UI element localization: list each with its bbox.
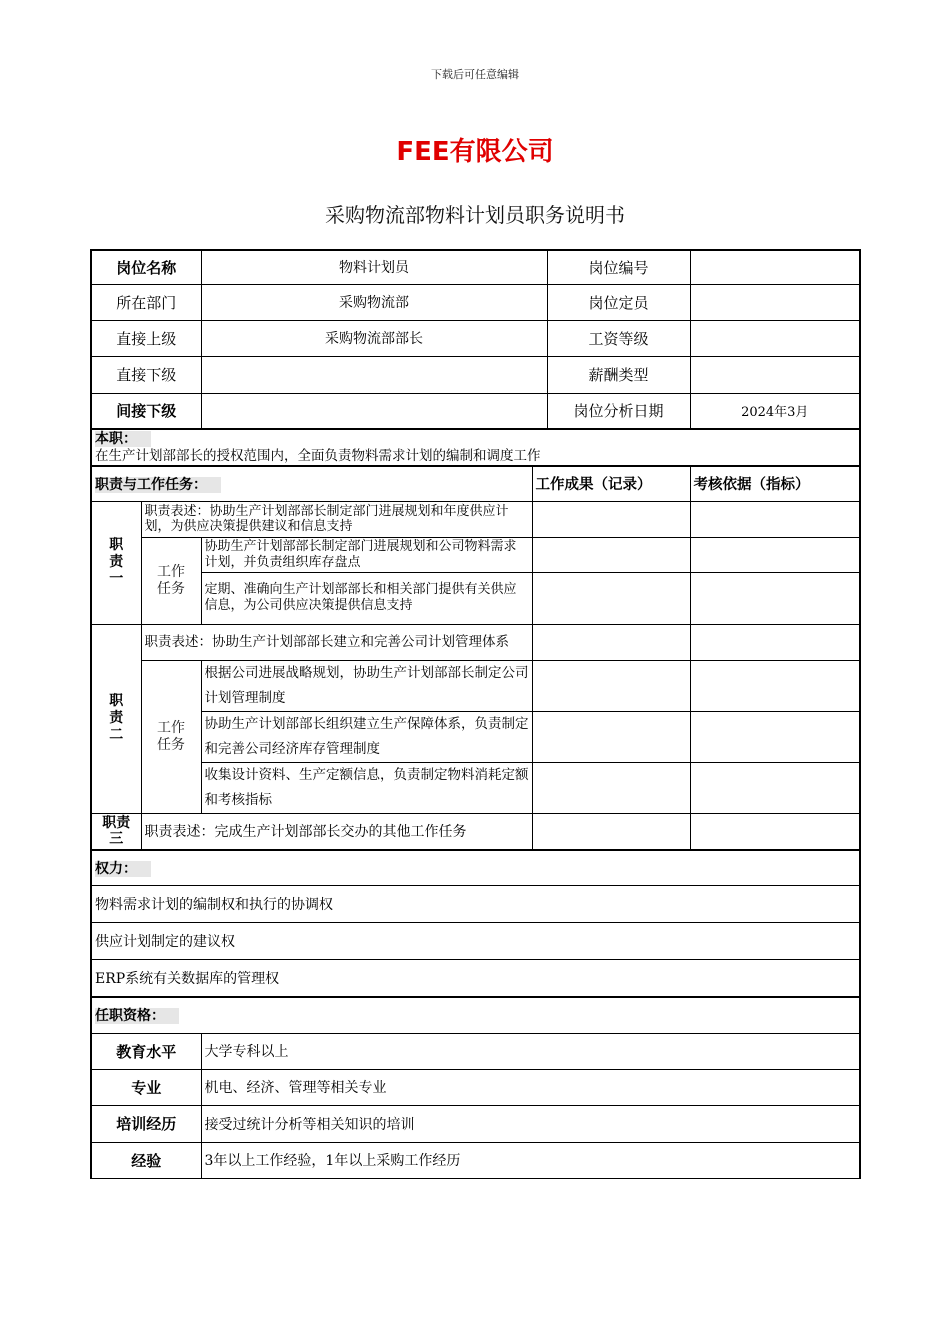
duty2-kpi — [690, 624, 860, 660]
position-no-value — [690, 250, 860, 284]
duty3-statement: 职责表述：完成生产计划部部长交办的其他工作任务 — [141, 813, 532, 850]
position-no-label: 岗位编号 — [547, 250, 690, 284]
row-position-name — [91, 250, 860, 284]
row-experience — [91, 1142, 860, 1178]
duty1-statement-row — [91, 501, 860, 537]
pay-type-value — [690, 356, 860, 393]
department-label: 所在部门 — [91, 284, 201, 320]
company-name: FEE有限公司 — [396, 137, 554, 167]
duty1-task-label: 工作任务 — [141, 537, 201, 624]
duty2-statement: 职责表述：协助生产计划部部长建立和完善公司计划管理体系 — [141, 624, 532, 660]
pay-type-label: 薪酬类型 — [547, 356, 690, 393]
duty2-result — [532, 624, 690, 660]
indirect-subordinate-label: 间接下级 — [91, 393, 201, 429]
duty1-task2-kpi — [690, 572, 860, 624]
duty3-row — [91, 813, 860, 850]
authority-item-row — [91, 885, 860, 922]
row-duties-header — [91, 466, 860, 501]
document-title: 采购物流部物料计划员职务说明书 — [325, 203, 625, 227]
salary-grade-label: 工资等级 — [547, 320, 690, 356]
department-value: 采购物流部 — [201, 284, 547, 320]
authority-label: 权力： — [91, 850, 860, 885]
duty2-task2: 协助生产计划部部长组织建立生产保障体系，负责制定和完善公司经济库存管理制度 — [201, 711, 532, 762]
duty1-kpi — [690, 501, 860, 537]
duty-summary-text: 在生产计划部部长的授权范围内，全面负责物料需求计划的编制和调度工作 — [95, 448, 541, 464]
row-qualifications-header — [91, 997, 860, 1033]
duty2-task3-kpi — [690, 762, 860, 813]
duty2-label: 职责二 — [91, 624, 141, 813]
duty2-statement-row — [91, 624, 860, 660]
kpi-header: 考核依据（指标） — [690, 466, 860, 501]
download-note: 下载后可任意编辑 — [431, 68, 519, 81]
major-label: 专业 — [91, 1069, 201, 1105]
authority-item-row — [91, 922, 860, 959]
authority-item: ERP系统有关数据库的管理权 — [91, 959, 860, 997]
duty3-label: 职责三 — [91, 813, 141, 850]
duty3-kpi — [690, 813, 860, 850]
indirect-subordinate-value — [201, 393, 547, 429]
duty1-result — [532, 501, 690, 537]
row-education — [91, 1033, 860, 1069]
duty2-task3-result — [532, 762, 690, 813]
duty1-task1: 协助生产计划部部长制定部门进展规划和公司物料需求计划，并负责组织库存盘点 — [201, 537, 532, 572]
duty2-task2-row — [91, 711, 860, 762]
training-label: 培训经历 — [91, 1105, 201, 1142]
duty2-task1-kpi — [690, 660, 860, 711]
salary-grade-value — [690, 320, 860, 356]
major-value: 机电、经济、管理等相关专业 — [201, 1069, 860, 1105]
duty2-task1-row — [91, 660, 860, 711]
row-major — [91, 1069, 860, 1105]
duty1-label: 职责一 — [91, 501, 141, 624]
result-header: 工作成果（记录） — [532, 466, 690, 501]
duty2-task3: 收集设计资料、生产定额信息，负责制定物料消耗定额和考核指标 — [201, 762, 532, 813]
row-department — [91, 284, 860, 320]
education-label: 教育水平 — [91, 1033, 201, 1069]
authority-item: 供应计划制定的建议权 — [91, 922, 860, 959]
duty2-task-label: 工作任务 — [141, 660, 201, 813]
row-training — [91, 1105, 860, 1142]
training-value: 接受过统计分析等相关知识的培训 — [201, 1105, 860, 1142]
duty1-statement: 职责表述：协助生产计划部部长制定部门进展规划和年度供应计划，为供应决策提供建议和信息支持 — [141, 501, 532, 537]
headcount-value — [690, 284, 860, 320]
direct-subordinate-value — [201, 356, 547, 393]
duties-header: 职责与工作任务： — [91, 466, 532, 501]
duty1-task2-result — [532, 572, 690, 624]
duty2-task1: 根据公司进展战略规划，协助生产计划部部长制定公司计划管理制度 — [201, 660, 532, 711]
row-authority-header — [91, 850, 860, 885]
position-name-value: 物料计划员 — [201, 250, 547, 284]
row-duty-summary — [91, 429, 860, 466]
duty2-task2-result — [532, 711, 690, 762]
authority-item: 物料需求计划的编制权和执行的协调权 — [91, 885, 860, 922]
duty-summary-label: 本职： — [95, 431, 856, 448]
experience-value: 3年以上工作经验，1年以上采购工作经历 — [201, 1142, 860, 1178]
duty2-task1-result — [532, 660, 690, 711]
duty1-task2: 定期、准确向生产计划部部长和相关部门提供有关供应信息，为公司供应决策提供信息支持 — [201, 572, 532, 624]
direct-superior-value: 采购物流部部长 — [201, 320, 547, 356]
experience-label: 经验 — [91, 1142, 201, 1178]
duty2-task2-kpi — [690, 711, 860, 762]
duty1-task2-row — [91, 572, 860, 624]
duty1-task1-kpi — [690, 537, 860, 572]
education-value: 大学专科以上 — [201, 1033, 860, 1069]
position-name-label: 岗位名称 — [91, 250, 201, 284]
duty2-task3-row — [91, 762, 860, 813]
analysis-date-value: 2024年3月 — [690, 393, 860, 429]
qualifications-label: 任职资格： — [91, 997, 860, 1033]
headcount-label: 岗位定员 — [547, 284, 690, 320]
row-indirect-subordinate — [91, 393, 860, 429]
direct-superior-label: 直接上级 — [91, 320, 201, 356]
row-direct-subordinate — [91, 356, 860, 393]
job-description-table — [90, 249, 859, 1179]
duty1-task1-row — [91, 537, 860, 572]
analysis-date-label: 岗位分析日期 — [547, 393, 690, 429]
duty3-result — [532, 813, 690, 850]
row-direct-superior — [91, 320, 860, 356]
direct-subordinate-label: 直接下级 — [91, 356, 201, 393]
duty1-task1-result — [532, 537, 690, 572]
authority-item-row — [91, 959, 860, 997]
